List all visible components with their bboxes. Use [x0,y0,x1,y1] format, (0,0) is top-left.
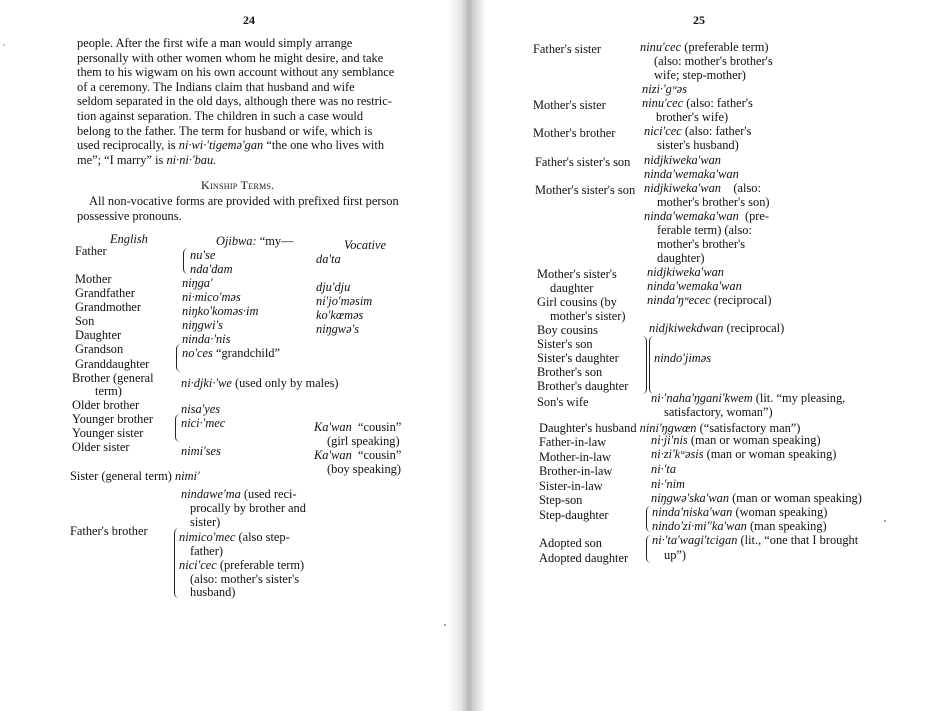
gloss: husband) [190,585,236,599]
paragraph-text: me”; “I marry” is [77,152,164,167]
ojibwa-term: niŋga' [182,276,213,290]
intro-paragraph [77,194,417,223]
ojibwa-term: nimi'ses [181,444,221,458]
ojibwa-term: ni·'ta'wagi'tcigan [652,533,738,547]
gloss: (also: father's [686,96,753,110]
ojibwa-term: ninda·'nis [182,332,231,346]
gloss: (pre- [744,209,770,223]
relation-label: Brother-in-law [539,464,613,478]
gloss: mother's brother's [657,237,746,251]
gloss: (also: [733,181,761,195]
gloss: (man or woman speaking) [690,433,821,447]
vocative-term: Ka'wan [314,448,352,462]
intro-line: possessive pronouns. [77,208,182,223]
vocative-term: Ka'wan [314,420,352,434]
ojibwa-term: ni·'naha'ŋgani'kwem [651,391,753,405]
relation-label: Sister's daughter [537,351,619,365]
gloss: (reciprocal) [726,321,785,335]
paragraph [77,36,417,167]
english-term: Older sister [72,440,130,454]
vocative-term: da'ta [316,252,341,266]
term-entry [644,209,769,223]
gloss: sister's husband) [657,138,739,152]
relation-label: Mother's sister's son [535,183,636,197]
paragraph-line: personally with other women whom he might desire, and take [77,50,384,65]
ojibwa-term: ni·ji'nis [651,433,688,447]
english-term: Sister (general term) [70,469,172,483]
brace [646,506,651,532]
brace [646,535,651,563]
ojibwa-term: no'ces [182,346,213,360]
relation-label: Father's sister [533,42,601,56]
ojibwa-entry [179,530,290,544]
english-term: term) [95,384,122,398]
gloss: “cousin” [357,448,402,462]
term-entry [644,124,751,138]
ojibwa-term: ninda'ŋʷecec [647,293,711,307]
page-number: 24 [243,13,255,27]
relation-label: daughter [550,281,594,295]
term-entry [651,391,845,405]
ojibwa-term: nu'se [190,248,216,262]
relation-label: Step-son [539,493,583,507]
paragraph-line [77,138,417,153]
ojibwa-term: nindawe'ma [181,487,241,501]
gloss: mother's brother's son) [657,195,770,209]
ojibwa-entry [182,346,280,360]
english-term: Granddaughter [75,357,150,371]
ojibwa-term: nisa'yes [181,402,221,416]
relation-label: Mother's sister's [537,267,617,281]
book-gutter [448,0,486,711]
ojibwa-term: nimi' [174,469,200,483]
ojibwa-term: ni·djki·'we [181,376,232,390]
paragraph-line: belong to the father. The term for husband or wife, which is [77,123,373,138]
ojibwa-term: ni·zi'kʷəsis [651,447,704,461]
ojibwa-term: nici·'mec [181,416,226,430]
ojibwa-term: nda'dam [190,262,233,276]
vocative-term: dju'dju [316,280,351,294]
gloss: (lit., “one that I brought [740,533,859,547]
relation-label: Sister's son [537,337,593,351]
relation-label: Step-daughter [539,508,609,522]
gloss: (preferable term) [684,40,769,54]
ojibwa-term: niŋko'koməs·im [182,304,259,318]
ojibwa-term: nizi·'gʷəs [642,82,687,96]
english-term: Son [75,314,95,328]
gloss: father) [190,544,224,558]
gloss: sister) [190,515,221,529]
ojibwa-term: ninu'cec [640,40,682,54]
page-number: 25 [693,13,705,27]
relation-label: Mother-in-law [539,450,612,464]
term-entry [640,40,769,54]
ojibwa-term: ninda'wemaka'wan [647,279,742,293]
relation-label: Adopted son [539,536,602,550]
relation-label: Brother's daughter [537,379,629,393]
english-term: Daughter [75,328,122,342]
term-entry [647,293,772,307]
paragraph-line: them to his wigwam on his own account without any semblance [77,65,395,80]
vocative-term: niŋgwə's [316,322,360,336]
gloss: (preferable term) [219,558,305,572]
husband-term: ni·wi·'tigemə'gan [178,138,264,153]
term-entry [652,505,827,519]
relation-label: Adopted daughter [539,551,629,565]
ojibwa-term: nidjkiweka'wan [644,153,721,167]
relation-label: Girl cousins (by [537,295,617,309]
header-ojibwa [216,234,293,248]
relation-label: Brother's son [537,365,603,379]
vocative-term: ni'jo'məsim [316,294,373,308]
gloss: brother's wife) [656,110,729,124]
relation-label: Father's sister's son [535,155,631,169]
relation-label: Daughter's husband [539,421,637,435]
relation-label: Sister-in-law [539,479,603,493]
english-term: Grandson [75,342,124,356]
term-entry [651,433,821,447]
paragraph-line: of a ceremony. The Indians claim that husband and wife [77,79,355,94]
ojibwa-term: ninda'niska'wan [652,505,733,519]
english-term: Grandmother [75,300,142,314]
ojibwa-term: nimico'mec [179,530,236,544]
ojibwa-entry [181,376,339,390]
paragraph-line: tion against separation. The children in such a case would [77,108,364,123]
gloss: “grandchild” [215,346,280,360]
gloss: (woman speaking) [735,505,828,519]
vocative-entry [314,420,401,434]
english-term: Younger sister [72,426,144,440]
term-entry [652,519,827,533]
vocative-entry [314,448,401,462]
header-vocative: Vocative [344,238,386,252]
gloss: (boy speaking) [327,462,401,476]
section-heading: Kinship Terms. [201,178,275,192]
gloss: (also: mother's sister's [190,572,300,586]
relation-label: Mother's brother [533,126,616,140]
english-term: Brother (general [72,371,154,385]
ojibwa-term: niŋgwə'ska'wan [651,491,730,505]
ojibwa-term: nindo'zi·mi"ka'wan [652,519,747,533]
gloss: daughter) [657,251,705,265]
gloss: ferable term) (also: [657,223,752,237]
relation-label: mother's sister) [550,309,626,323]
right-page [482,0,940,711]
gloss: (also: mother's brother's [654,54,773,68]
ojibwa-term: ni·'ta [651,462,677,476]
ojibwa-term: ninda'wemaka'wan [644,167,739,181]
gloss: (also: father's [684,124,752,138]
paragraph-line: people. After the first wife a man would simply arrange [77,36,353,50]
gloss: (also step- [238,530,290,544]
gloss: procally by brother and [190,501,306,515]
english-term: Mother [75,272,112,286]
term-entry [651,491,862,505]
english-term: Younger brother [72,412,153,426]
paragraph-line: seldom separated in the old days, although there was no restric- [77,94,392,109]
gloss: wife; step-mother) [654,68,746,82]
term-entry [651,447,836,461]
ojibwa-term: ninda'wemaka'wan [644,209,739,223]
header-ojibwa-note: “my— [259,234,294,248]
paragraph-text: used reciprocally, is [77,138,176,153]
term-entry [649,321,784,335]
ojibwa-term: nidjkiwekdwan [649,321,724,335]
gloss: (man or woman speaking) [706,447,837,461]
header-ojibwa-label: Ojibwa: [216,234,257,248]
english-term: Father [75,244,107,258]
left-page [0,0,452,711]
brace [183,248,188,274]
gloss: (girl speaking) [327,434,400,448]
gloss: “cousin” [357,420,402,434]
english-entry [70,469,200,483]
gloss: (used reci- [243,487,297,501]
english-term: Father's brother [70,524,148,538]
header-english: English [110,232,148,246]
ojibwa-term: nici'cec [179,558,217,572]
ojibwa-term: ni·mico'məs [182,290,241,304]
relation-label: Boy cousins [537,323,598,337]
gloss: up”) [664,548,687,562]
paper-speck [884,520,886,522]
term-entry [652,533,858,547]
ojibwa-term: nici'cec [644,124,682,138]
ojibwa-term: ni·'nim [651,477,685,491]
paper-speck [3,44,5,46]
paragraph-line [77,153,417,168]
ojibwa-term: ninu'cec [642,96,684,110]
gloss: (man or woman speaking) [732,491,862,505]
paper-speck [444,624,446,626]
vocative-term: ko'kœməs [316,308,364,322]
ojibwa-term: nindo'jiməs [654,351,712,365]
paragraph-text: “the one who lives with [266,138,385,153]
intro-line: All non-vocative forms are provided with prefixed first person [89,194,399,208]
relation-label: Son's wife [537,395,589,409]
brace [642,336,647,394]
gloss: satisfactory, woman”) [664,405,773,419]
term-entry [644,181,761,195]
brace [649,336,654,394]
ojibwa-term: niŋgwi's [182,318,223,332]
gloss: (lit. “my pleasing, [755,391,846,405]
english-term: Older brother [72,398,140,412]
gloss: (used only by males) [234,376,339,390]
brace [175,414,180,442]
relation-label: Father-in-law [539,435,607,449]
ojibwa-term: nidjkiweka'wan [647,265,724,279]
gloss: (reciprocal) [713,293,772,307]
ojibwa-term: nini'ŋgwœn [639,421,697,435]
gloss: (man speaking) [749,519,827,533]
term-entry [642,96,753,110]
brace [176,344,181,372]
relation-label: Mother's sister [533,98,606,112]
english-term: Grandfather [75,286,135,300]
ojibwa-entry [179,558,304,572]
ojibwa-term: nidjkiweka'wan [644,181,721,195]
ojibwa-entry [181,487,297,501]
marry-term: ni·ni·'bau. [166,152,217,167]
gloss: (“satisfactory man”) [699,421,801,435]
